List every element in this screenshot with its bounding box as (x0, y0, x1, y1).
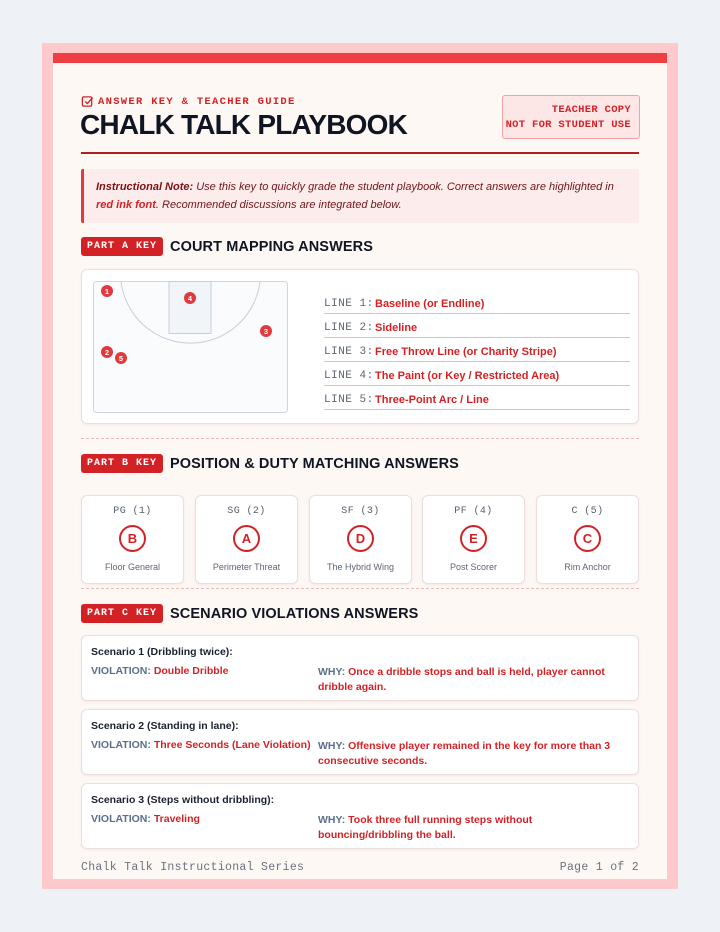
line-label: LINE 1: (324, 298, 374, 310)
page-number: Page 1 of 2 (559, 861, 639, 874)
position-card-sg (195, 495, 298, 584)
answer-letter: D (347, 525, 374, 552)
violation-value: Double Dribble (153, 665, 229, 677)
violation-answer (91, 665, 228, 677)
svg-text:3: 3 (263, 326, 269, 336)
svg-text:4: 4 (187, 293, 193, 303)
teacher-copy-stamp (502, 95, 640, 139)
why-value: Once a dribble stops and ball is held, player cannot dribble again. (318, 666, 605, 693)
svg-text:2: 2 (104, 347, 110, 357)
position-card-pg (81, 495, 184, 584)
position-card-pf (422, 495, 525, 584)
position-duty: Floor General (104, 562, 161, 572)
position-duty: Rim Anchor (564, 562, 611, 572)
why-answer (318, 813, 628, 843)
line-label: LINE 2: (324, 322, 374, 334)
violation-label: VIOLATION: (91, 665, 151, 677)
position-code: SF (3) (341, 506, 380, 517)
answer-letter: B (119, 525, 146, 552)
line-answer: The Paint (or Key / Restricted Area) (375, 370, 560, 382)
line-answer: Three-Point Arc / Line (375, 394, 489, 406)
stamp-line-1: TEACHER COPY (551, 104, 631, 116)
svg-text:5: 5 (118, 353, 124, 363)
scenario-title: Scenario 2 (Standing in lane): (91, 720, 239, 732)
court-marker-2 (101, 346, 113, 358)
court-marker-3 (260, 325, 272, 337)
position-code: SG (2) (227, 506, 266, 517)
answer-key-page (53, 53, 667, 879)
scenario-card (81, 635, 639, 701)
note-text-1: Use this key to quickly grade the student playbook. Correct answers are highlighted in (193, 181, 614, 193)
line-answer: Sideline (375, 322, 418, 334)
violation-label: VIOLATION: (91, 813, 151, 825)
line-answer: Baseline (or Endline) (375, 298, 485, 310)
position-duty: Post Scorer (449, 562, 498, 572)
position-card-c (536, 495, 639, 584)
court-marker-4 (184, 292, 196, 304)
position-code: PF (4) (454, 506, 493, 517)
why-answer (318, 665, 628, 695)
line-answer-row (324, 386, 630, 410)
part-c-tag: PART C KEY (81, 604, 163, 623)
part-a-tag: PART A KEY (81, 237, 163, 256)
why-answer (318, 739, 628, 769)
line-label: LINE 5: (324, 394, 374, 406)
violation-answer (91, 813, 200, 825)
part-c-heading (81, 604, 418, 623)
violation-answer (91, 739, 311, 751)
line-label: LINE 3: (324, 346, 374, 358)
position-code: PG (1) (113, 506, 152, 517)
line-answer-row (324, 362, 630, 386)
answer-letter: C (574, 525, 601, 552)
page-frame (42, 43, 678, 889)
why-label: WHY: (318, 814, 346, 826)
scenario-title: Scenario 1 (Dribbling twice): (91, 646, 233, 658)
note-highlight: red ink font (96, 198, 156, 211)
position-duty: The Hybrid Wing (326, 562, 395, 572)
scenario-card (81, 709, 639, 775)
line-label: LINE 4: (324, 370, 374, 382)
position-card-sf (309, 495, 412, 584)
position-code: C (5) (571, 506, 604, 517)
top-accent-bar (53, 53, 667, 63)
note-label: Instructional Note: (96, 181, 194, 193)
violation-value: Traveling (153, 813, 200, 825)
stamp-line-2: NOT FOR STUDENT USE (505, 118, 631, 131)
part-b-tag: PART B KEY (81, 454, 163, 473)
section-divider (81, 588, 639, 589)
why-label: WHY: (318, 666, 346, 678)
scenario-card (81, 783, 639, 849)
section-divider (81, 438, 639, 439)
court-marker-5 (115, 352, 127, 364)
line-answer-row (324, 314, 630, 338)
page-title: CHALK TALK PLAYBOOK (80, 109, 408, 140)
footer-series: Chalk Talk Instructional Series (81, 861, 305, 874)
header-divider (81, 152, 639, 154)
part-c-title: SCENARIO VIOLATIONS ANSWERS (170, 605, 419, 622)
instructional-note (81, 169, 639, 223)
line-answer-row (324, 290, 630, 314)
scenario-title: Scenario 3 (Steps without dribbling): (91, 794, 275, 806)
violation-value: Three Seconds (Lane Violation) (153, 739, 311, 751)
svg-text:1: 1 (104, 286, 110, 296)
part-b-title: POSITION & DUTY MATCHING ANSWERS (170, 455, 459, 472)
line-answer-row (324, 338, 630, 362)
violation-label: VIOLATION: (91, 739, 151, 751)
court-line-answers (324, 290, 630, 410)
answer-letter: E (460, 525, 487, 552)
kicker-text: ANSWER KEY & TEACHER GUIDE (98, 95, 296, 108)
kicker (81, 95, 296, 108)
position-duty: Perimeter Threat (212, 562, 281, 572)
why-value: Took three full running steps without bouncing/dribbling the ball. (318, 814, 533, 841)
part-b-heading (81, 454, 459, 473)
court-mapping-card (81, 269, 639, 424)
court-marker-1 (101, 285, 113, 297)
court-markers (93, 281, 288, 413)
note-text-2: . Recommended discussions are integrated below. (155, 198, 402, 211)
checkbox-icon (81, 95, 94, 108)
why-label: WHY: (318, 740, 346, 752)
why-value: Offensive player remained in the key for more than 3 consecutive seconds. (318, 740, 611, 767)
line-answer: Free Throw Line (or Charity Stripe) (375, 346, 557, 358)
answer-letter: A (233, 525, 260, 552)
part-a-title: COURT MAPPING ANSWERS (170, 238, 373, 255)
part-a-heading (81, 237, 373, 256)
